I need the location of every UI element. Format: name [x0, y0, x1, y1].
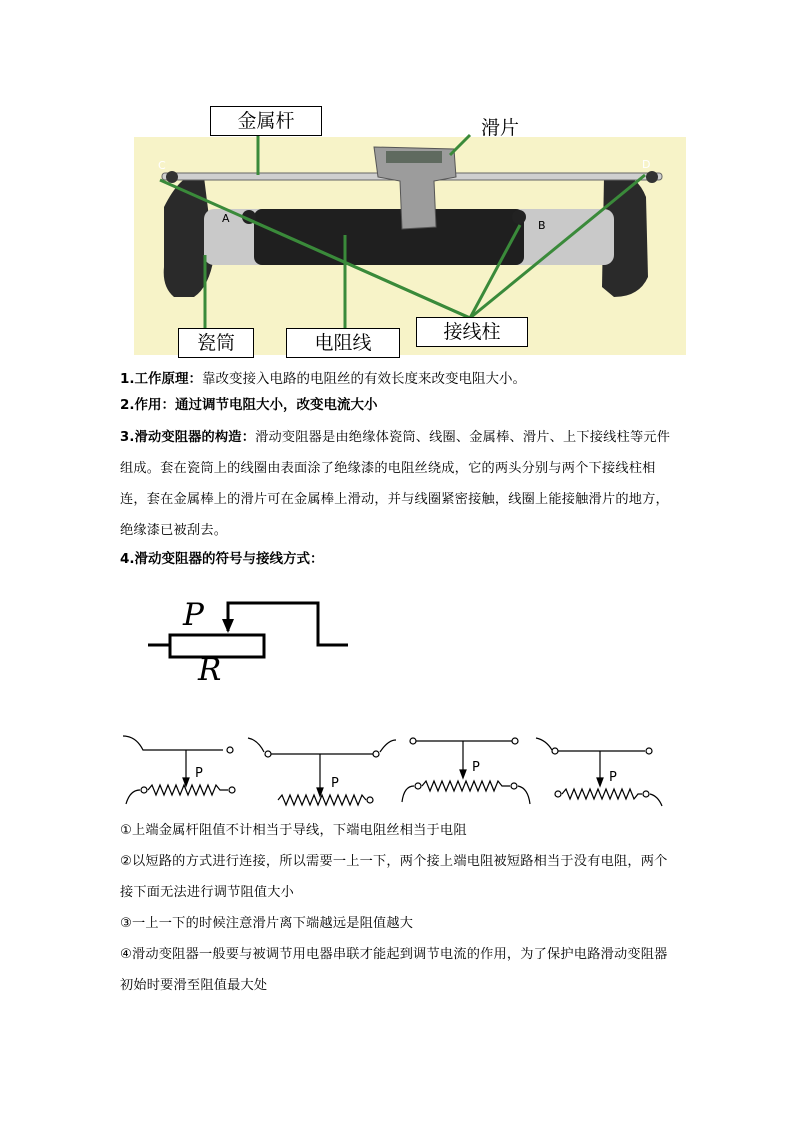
rheostat-symbol — [140, 595, 360, 690]
wiring-p-2: P — [331, 776, 339, 791]
section-2: 2.作用：通过调节电阻大小，改变电流大小 — [120, 397, 378, 413]
note-1: ①上端金属杆阻值不计相当于导线，下端电阻丝相当于电阻 — [120, 823, 467, 838]
section-3: 3.滑动变阻器的构造：滑动变阻器是由绝缘体瓷筒、线圈、金属棒、滑片、上下接线柱等元件组成。套在瓷筒上的线圈由表面涂了绝缘漆的电阻丝绕成，它的两头分别与两个下接线柱相连，套在金属棒上的滑片可在金属棒上滑动，并与线圈紧密接触，线圈上能接触滑片的地方，绝缘漆已被刮去。 — [120, 430, 671, 538]
label-terminal: 接线柱 — [416, 317, 528, 347]
label-resistance-wire: 电阻线 — [286, 328, 400, 358]
label-porcelain-tube: 瓷筒 — [178, 328, 254, 358]
terminal-a-label: A — [222, 212, 230, 225]
section-1: 1.工作原理：靠改变接入电路的电阻丝的有效长度来改变电阻大小。 — [120, 371, 527, 387]
note-2: ②以短路的方式进行连接，所以需要一上一下，两个接上端电阻被短路相当于没有电阻，两个接下面无法进行调节阻值大小 — [120, 854, 668, 900]
note-4: ④滑动变阻器一般要与被调节用电器串联才能起到调节电流的作用，为了保护电路滑动变阻器初始时要滑至阻值最大处 — [120, 947, 668, 993]
terminal-c-label: C — [158, 159, 166, 172]
note-3: ③一上一下的时候注意滑片离下端越远是阻值越大 — [120, 916, 414, 931]
wiring-p-4: P — [609, 770, 617, 785]
label-slider: 滑片 — [481, 117, 520, 139]
section-4: 4.滑动变阻器的符号与接线方式： — [120, 551, 324, 567]
terminal-b-label: B — [538, 219, 546, 232]
symbol-r: R — [198, 652, 222, 688]
label-metal-rod: 金属杆 — [210, 106, 322, 136]
terminal-d-label: D — [642, 158, 651, 171]
symbol-p: P — [183, 597, 204, 633]
wiring-p-3: P — [472, 760, 480, 775]
wiring-p-1: P — [195, 766, 203, 781]
